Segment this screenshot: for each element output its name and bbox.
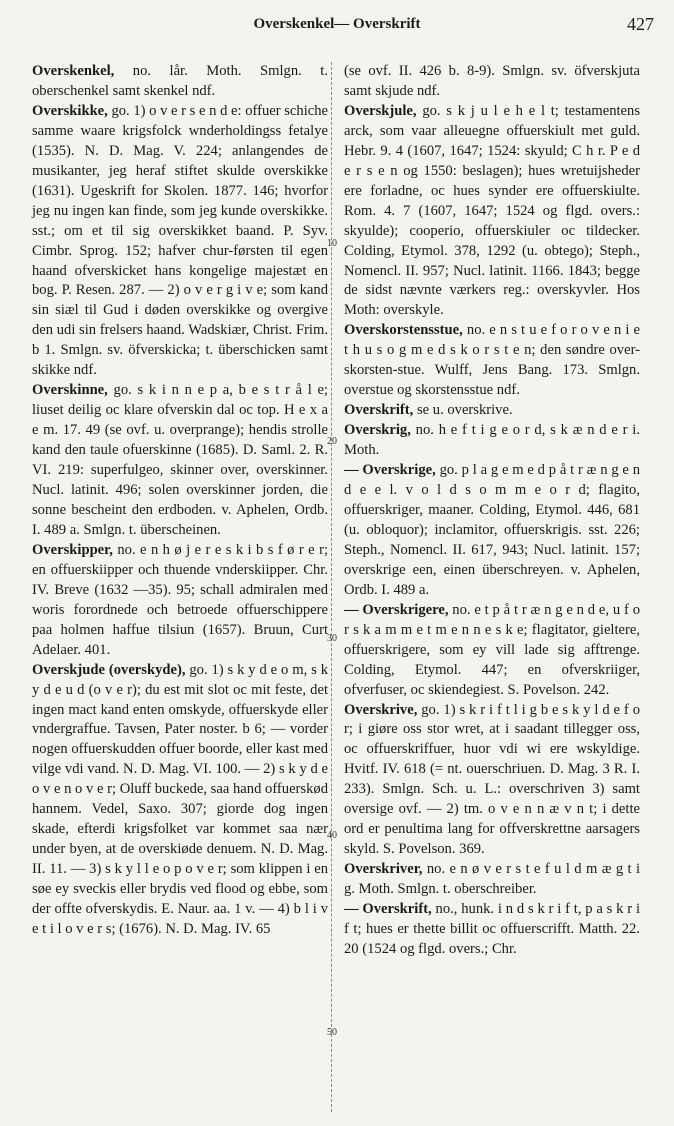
line-number: 20: [327, 436, 337, 447]
entry-headword: Overskrig,: [344, 422, 411, 439]
dictionary-entry: [32, 62, 328, 102]
entry-text: no. lår. Moth. Smlgn. t. oberschenkel samt skenkel ndf.: [32, 63, 328, 99]
dictionary-entry: [344, 102, 640, 321]
dictionary-entry: [344, 701, 640, 861]
entry-headword: — Overskrige,: [344, 462, 436, 479]
dictionary-entry: [32, 661, 328, 940]
entry-headword: — Overskrigere,: [344, 601, 449, 618]
line-number: 10: [327, 238, 337, 249]
entry-headword: Overskinne,: [32, 382, 108, 399]
entry-text: go. p l a g e m e d p å t r æ n g e n d e e l. v o l d s o m m e o r d; flagito, offuerskriger, maaner. Colding, Etymol. 446, 681 (u. obloquor); inclamitor, offuerskrigis. sst. 226; Steph., Nomencl. II. 617, 943; Nucl. latinit. 157; overskrige een, einen überschreyen. v. Aphelen, Ordb. I. 489 a.: [344, 462, 640, 598]
entry-headword: Overskjule,: [344, 102, 417, 119]
entry-headword: Overskriver,: [344, 861, 423, 878]
entry-text: (se ovf. II. 426 b. 8-9). Smlgn. sv. öfverskjuta samt skjude ndf.: [344, 63, 640, 99]
entry-text: go. 1) o v e r s e n d e: offuer schiche samme waare krigsfolck wnderholdingss fetalye (1535). N. D. Mag. V. 224; anlangendes de musikanter, jeg heraf stiftet skulde overskikke (1631). Ugeskrift for Skolen. 1877. 146; hvorfor jeg nu ingen kan finde, som jeg kunde overskikke. sst.; om et til sig overskikket baand. P. Syv. Cimbr. Sprog. 152; hafver chur-førsten til egen haand ofverskicket hans kongelige majestæt en bog. P. Resen. 287. — 2) o v e r g i v e; som kand sin siæl til Gud i døden overskikke og overgive den udi sin frelsers haand. Wadskiær, Christ. Frim. b 1. Smlgn. sv. öfverskicka; t. überschicken samt skikke ndf.: [32, 102, 329, 379]
entry-text: no. e t p å t r æ n g e n d e, u f o r s k a m m e t m e n n e s k e; flagitator, gieltere, offuerskrigere, som ey vill lade sig afftrenge. Colding, Etymol. 447; en ofverskriiger, ofverfuser, oc skiendegiest. S. Povelson. 242.: [344, 601, 640, 698]
dictionary-entry: [344, 860, 640, 900]
entry-text: no., hunk. i n d s k r i f t, p a s k r i f t; hues er thette billit oc offuerscrifft. Matth. 22. 20 (1524 og flgd. overs.; Chr.: [344, 901, 640, 957]
entry-headword: Overskikke,: [32, 102, 108, 119]
dictionary-entry: [344, 461, 640, 601]
dictionary-entry: [344, 601, 640, 701]
dictionary-entry: [32, 381, 328, 541]
page-number: 427: [627, 14, 654, 34]
entry-text: go. 1) s k r i f t l i g b e s k y l d e f o r; i giøre oss stor wret, at i saadant tillegger oss, oc offuerskriffuer, huor vdi wi ere wskyldige. Hvitf. IV. 618 (= nt. ouerschriuen. D. Mag. 3 R. I. 233). Smlgn. Sch. u. L.: overschriven 3) samt oversige ovf. — 2) tm. o v e n n æ v n t; i dette ord er penultima lang for offverskrettne aarsagers skyld. S. Povelson. 369.: [344, 701, 640, 858]
right-column: [344, 62, 640, 960]
dictionary-entry: [344, 421, 640, 461]
entry-headword: Overskorstensstue,: [344, 322, 463, 339]
dictionary-entry: [344, 62, 640, 102]
entry-text: no. e n s t u e f o r o v e n i e t h u s o g m e d s k o r s t e n; den søndre over-skorsten-stue. Wulff, Jens Bang. 173. Smlgn. overstue og skorstensstue ndf.: [344, 322, 640, 399]
page-header: [0, 0, 674, 50]
entry-headword: Overskjude (overskyde),: [32, 661, 186, 678]
line-number: 30: [327, 633, 337, 644]
dictionary-entry: [344, 401, 640, 421]
column-divider: [331, 62, 333, 1112]
dictionary-entry: [344, 900, 640, 960]
entry-headword: Overskenkel,: [32, 63, 115, 79]
entry-headword: Overskrift,: [344, 402, 414, 419]
entry-text: no. h e f t i g e o r d, s k æ n d e r i. Moth.: [344, 422, 640, 459]
entry-text: go. s k i n n e p a, b e s t r å l e; liuset deilig oc klare ofverskin dal oc top. H e x a e m. 17. 49 (se ovf. u. overprange); hendis strolle kand den taule ofuerskinne (1685). D. Saml. 2. R. VI. 219: superfulgeo, skinner over, overskinner. Nucl. latinit. 496; solen overskinner jorden, die sonne bescheint den erdboden. v. Aphelen, Ordb. I. 489 a. Smlgn. t. überscheinen.: [32, 382, 328, 538]
entry-text: go. s k j u l e h e l t; testamentens arck, som vaar alleuegne offuerskiult met guld. Hebr. 9. 4 (1607, 1647; 1524: skyuld; C h r. P e d e r s e n og 1550: beslagen); hues wretuijsheder ere forladne, oc hues synder ere offuerskiulte. Rom. 4. 7 (1607, 1647; 1524 og flgd. overs.: skyulde); cooperio, offuerskiuler oc tildecker. Colding, Etymol. 378, 1292 (u. obtego); Steph., Nomencl. II. 957; Nucl. latinit. 1166. 1843; begge de sidst nævnte værkers reg.: overskyvler. Hos Moth: overskyle.: [344, 102, 640, 319]
left-column: [32, 62, 328, 940]
entry-text: se u. overskrive.: [413, 402, 513, 419]
line-number: 40: [327, 830, 337, 841]
dictionary-entry: [344, 321, 640, 401]
dictionary-entry: [32, 102, 328, 381]
entry-headword: Overskipper,: [32, 541, 113, 558]
line-number: 50: [327, 1027, 337, 1038]
running-title: Overskenkel— Overskrift: [253, 16, 421, 32]
entry-text: go. 1) s k y d e o m, s k y d e u d (o v e r); du est mit slot oc mit feste, det ingen mact kand enten omskyde, offuerskyde eller vndergraffue. Tavsen, Pater noster. b 6; — vorder nogen offuerskudden offuer boorde, eller kast med vilge vdi vand. N. D. Mag. VI. 100. — 2) s k y d e o v e n o v e r; Oluff buckede, saa hand offuerskød hannem. Vedel, Saxo. 307; giorde dog ingen skade, efterdi krigsfolket var kommet saa nær under byen, at de overskiøde denuem. N. D. Mag. II. 11. — 3) s k y l l e o p o v e r; som klippen i en søe ey sveckis eller brydis ved flood og ebbe, som der offte ofverskydis. E. Naur. aa. 1 v. — 4) b l i v e t i l o v e r s; (1676). N. D. Mag. IV. 65: [32, 661, 328, 937]
entry-headword: — Overskrift,: [344, 901, 432, 918]
dictionary-entry: [32, 541, 328, 661]
entry-text: no. e n h ø j e r e s k i b s f ø r e r; en offuerskiipper och thuende vnderskiipper. Chr. IV. Breve (1632 —35). 95; schall admiralen med woris forordnede och betroede offuerschippere paa holmen haffue tilsiun (1657). Bruun, Curt Adelaer. 401.: [32, 541, 328, 658]
entry-text: no. e n ø v e r s t e f u l d m æ g t i g. Moth. Smlgn. t. oberschreiber.: [344, 861, 640, 898]
entry-headword: Overskrive,: [344, 701, 418, 718]
